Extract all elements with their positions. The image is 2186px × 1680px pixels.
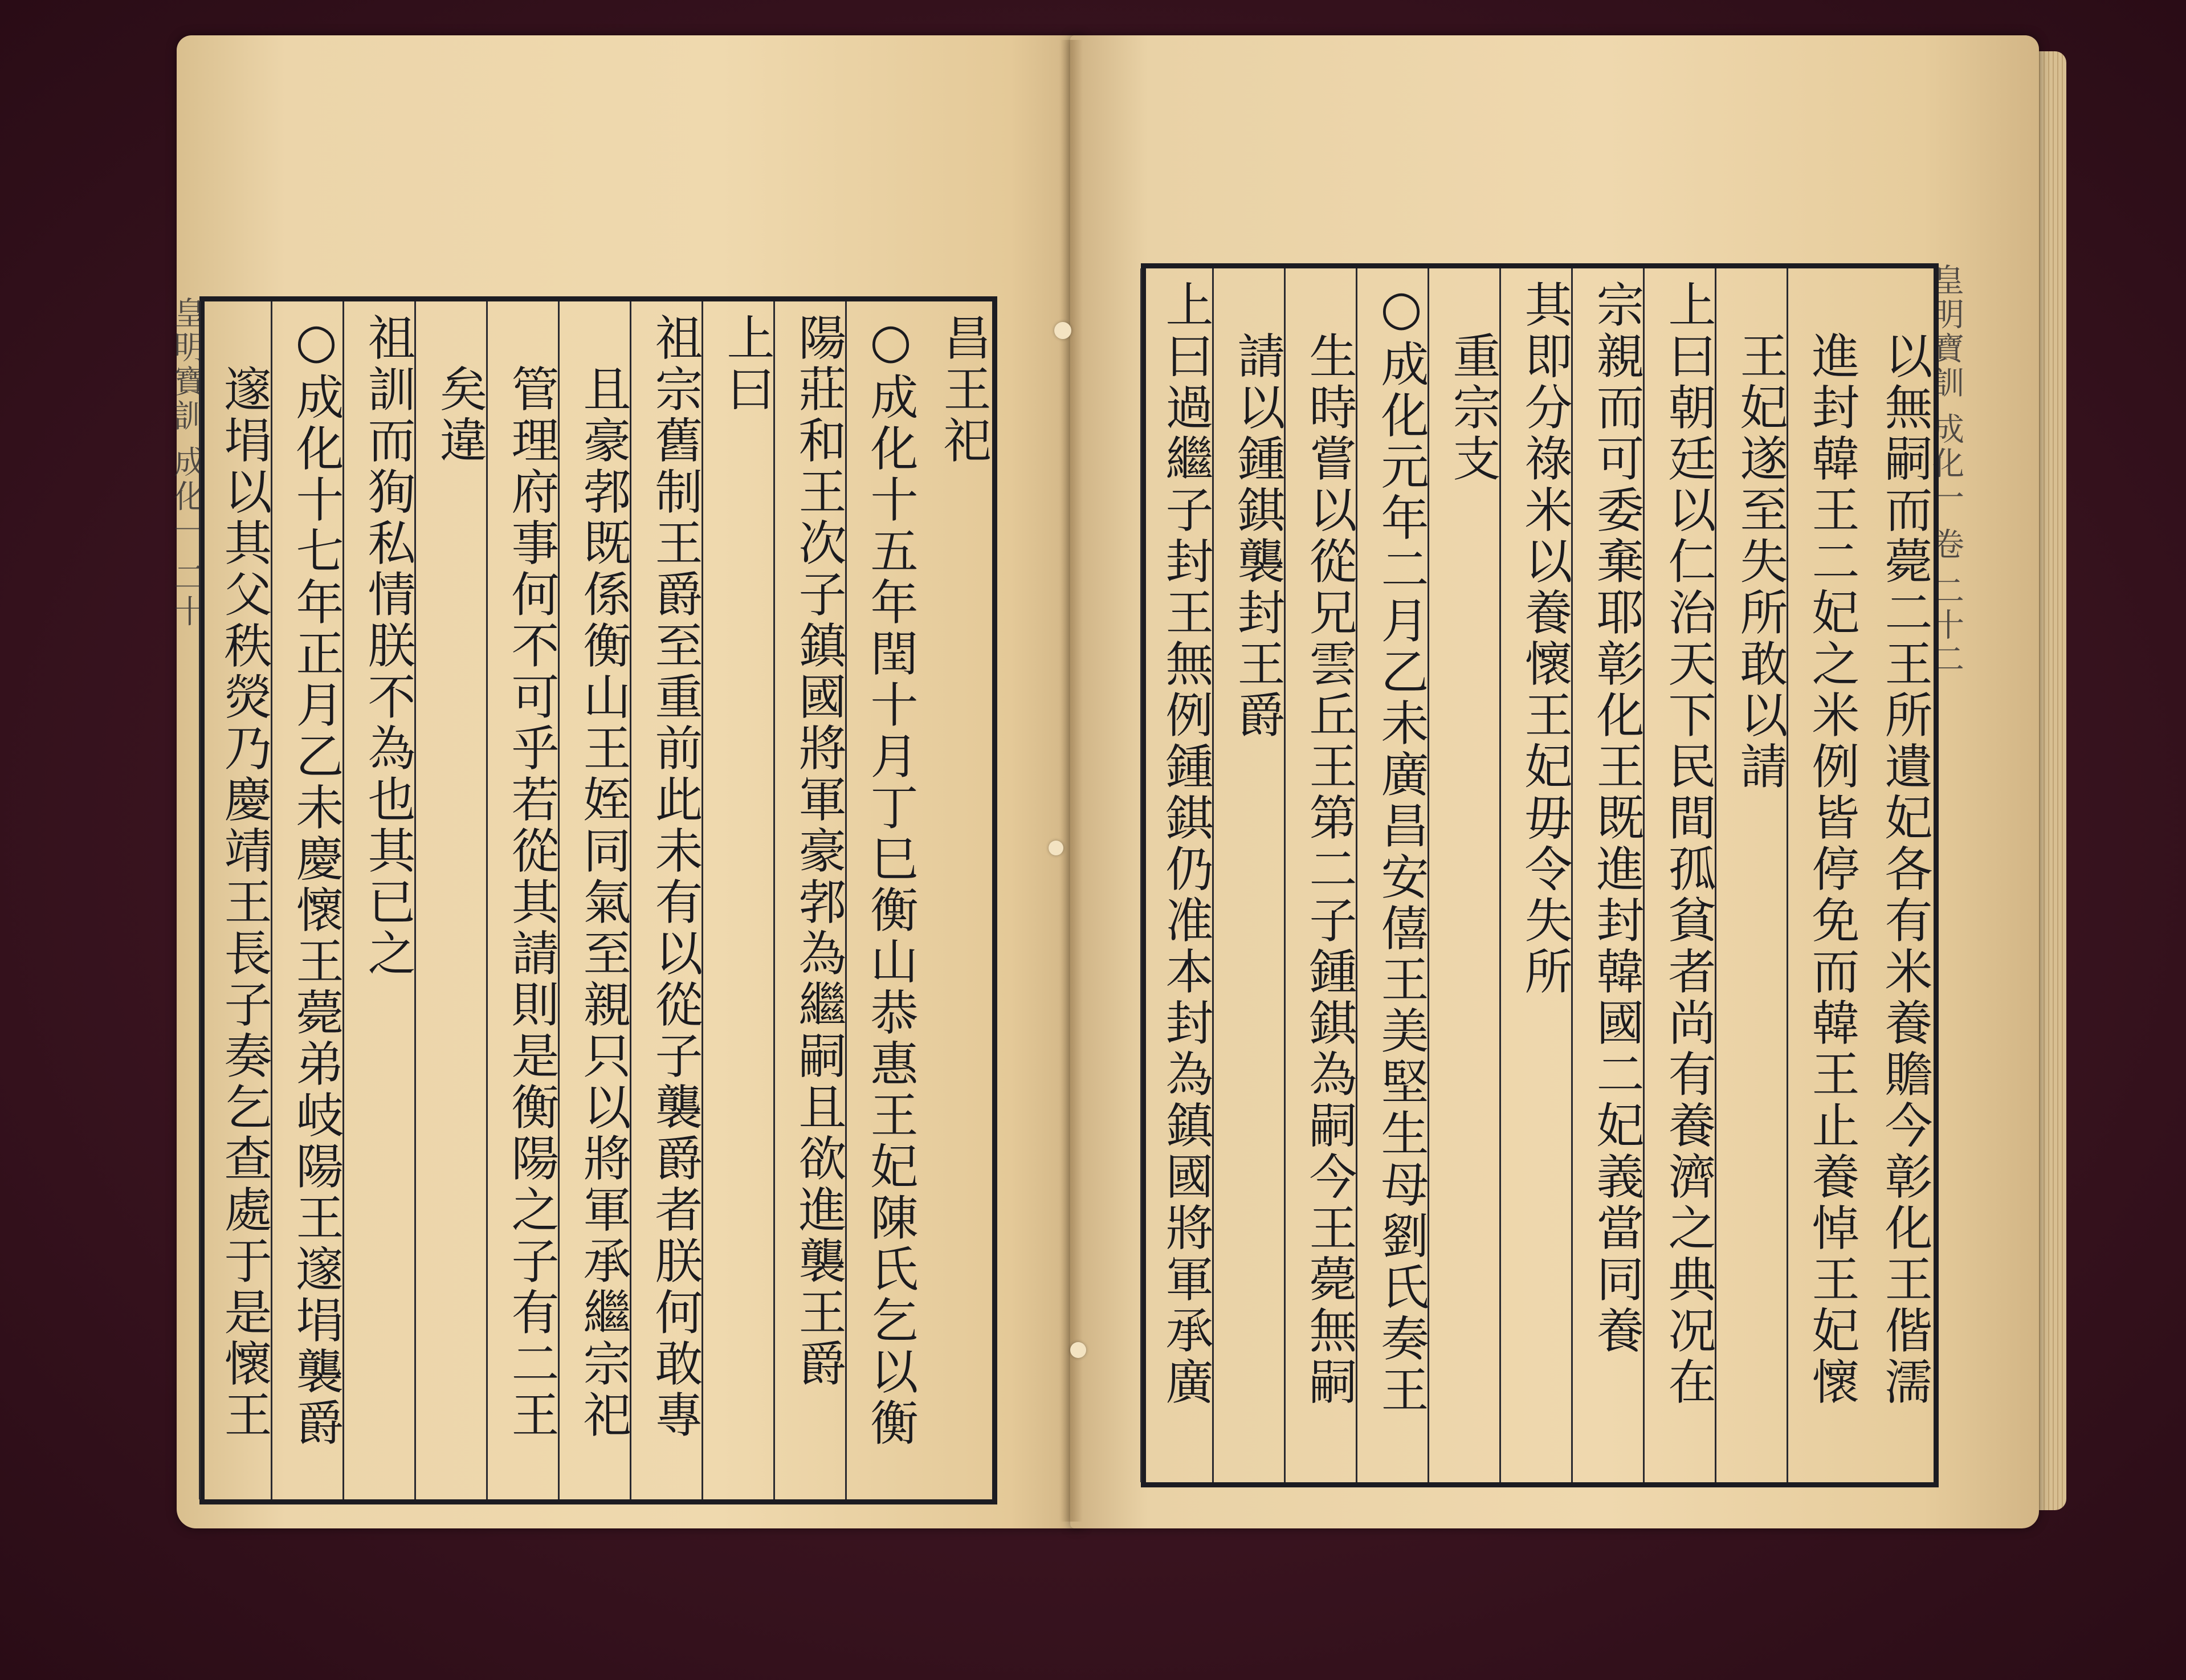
text-column: 上曰: [702, 301, 776, 1499]
right-text-block: [1141, 263, 1939, 1487]
text-column: 矣違: [414, 301, 488, 1499]
text-column: 管理府事何不可乎若從其請則是衡陽之子有二王: [486, 301, 560, 1499]
text-column: ○成化十五年閏十月丁巳衡山恭惠王妃陳氏乞以衡: [845, 301, 919, 1499]
book-gutter: [1060, 40, 1083, 1522]
text-column: 邃埍以其父秩熒乃慶靖王長子奏乞查處于是懷王: [199, 301, 273, 1499]
text-column: 上曰過繼子封王無例鍾錤仍准本封為鎮國將軍承廣: [1140, 268, 1214, 1482]
text-column: 且豪郣既係衡山王姪同氣至親只以將軍承繼宗祀: [558, 301, 632, 1499]
left-text-block: [199, 296, 997, 1504]
text-column: 其即分祿米以養懷王妃毋令失所: [1499, 268, 1573, 1482]
text-column: 生時嘗以從兄雲丘王第二子鍾錤為嗣今王薨無嗣: [1284, 268, 1358, 1482]
text-column: 以無嗣而薨二王所遺妃各有米養贍今彰化王偕濡: [1877, 331, 1933, 1408]
binding-hole: [1049, 841, 1063, 855]
binding-hole: [1070, 1342, 1086, 1358]
right-margin-label: 皇明寶訓 成化一 卷 二十二: [1927, 263, 1964, 677]
text-column: 請以鍾錤襲封王爵: [1212, 268, 1286, 1482]
text-column: 重宗支: [1428, 268, 1502, 1482]
text-column: 宗親而可委棄耶彰化王既進封韓國二妃義當同養: [1571, 268, 1645, 1482]
text-column: 祖宗舊制王爵至重前此未有以從子襲爵者朕何敢專: [630, 301, 704, 1499]
text-column: 陽莊和王次子鎮國將軍豪郣為繼嗣且欲進襲王爵: [773, 301, 847, 1499]
text-column: 進封韓王二妃之米例皆停免而韓王止養悼王妃懷: [1787, 268, 1861, 1482]
text-column: 上曰朝廷以仁治天下民間孤貧者尚有養濟之典况在: [1643, 268, 1717, 1482]
text-column: 祖訓而狥私情朕不為也其已之: [342, 301, 417, 1499]
left-margin-label: 皇明寶訓 成化一 二十: [169, 296, 206, 629]
text-column: ○成化元年二月乙未廣昌安僖王美堅生母劉氏奏王: [1356, 268, 1430, 1482]
text-column: 王妃遂至失所敢以請: [1715, 268, 1789, 1482]
text-column: 昌王祀: [936, 313, 992, 467]
binding-hole: [1054, 322, 1071, 339]
text-column: ○成化十七年正月乙未慶懷王薨弟岐陽王邃埍襲爵: [271, 301, 345, 1499]
